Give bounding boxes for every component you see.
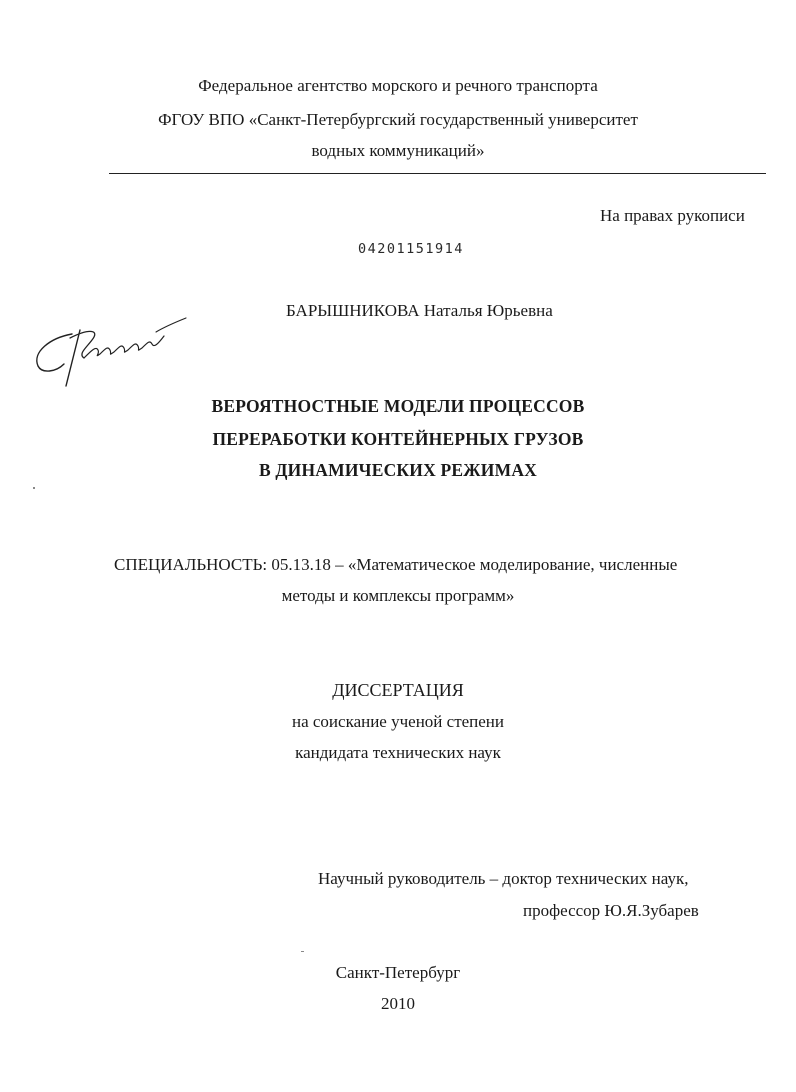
scan-speck	[33, 487, 35, 489]
specialty-line1: СПЕЦИАЛЬНОСТЬ: 05.13.18 – «Математическое моделирование, численные	[114, 555, 678, 574]
degree-name: кандидата технических наук	[295, 743, 501, 762]
supervisor-line1: Научный руководитель – доктор технических наук,	[318, 869, 689, 888]
dissertation-title-line2: ПЕРЕРАБОТКИ КОНТЕЙНЕРНЫХ ГРУЗОВ	[212, 429, 584, 449]
university-name-line2: водных коммуникаций»	[311, 141, 485, 160]
year: 2010	[381, 994, 415, 1013]
supervisor-line2: профессор Ю.Я.Зубарев	[523, 901, 699, 920]
author-name: БАРЫШНИКОВА Наталья Юрьевна	[286, 301, 553, 320]
city: Санкт-Петербург	[335, 963, 461, 982]
handwritten-signature	[30, 310, 190, 390]
manuscript-note: На правах рукописи	[600, 206, 745, 225]
dissertation-title-line3: В ДИНАМИЧЕСКИХ РЕЖИМАХ	[258, 460, 538, 480]
scan-speck	[301, 951, 304, 952]
dissertation-title-line1: ВЕРОЯТНОСТНЫЕ МОДЕЛИ ПРОЦЕССОВ	[211, 396, 585, 416]
specialty-line2: методы и комплексы программ»	[281, 586, 515, 605]
header-divider	[109, 173, 766, 174]
document-type: ДИССЕРТАЦИЯ	[332, 680, 464, 700]
university-name-line1: ФГОУ ВПО «Санкт-Петербургский государственный университет	[158, 110, 638, 129]
agency-name: Федеральное агентство морского и речного транспорта	[198, 76, 598, 95]
registration-number-stamp: 04201151914	[358, 241, 464, 257]
degree-purpose: на соискание ученой степени	[291, 712, 505, 731]
